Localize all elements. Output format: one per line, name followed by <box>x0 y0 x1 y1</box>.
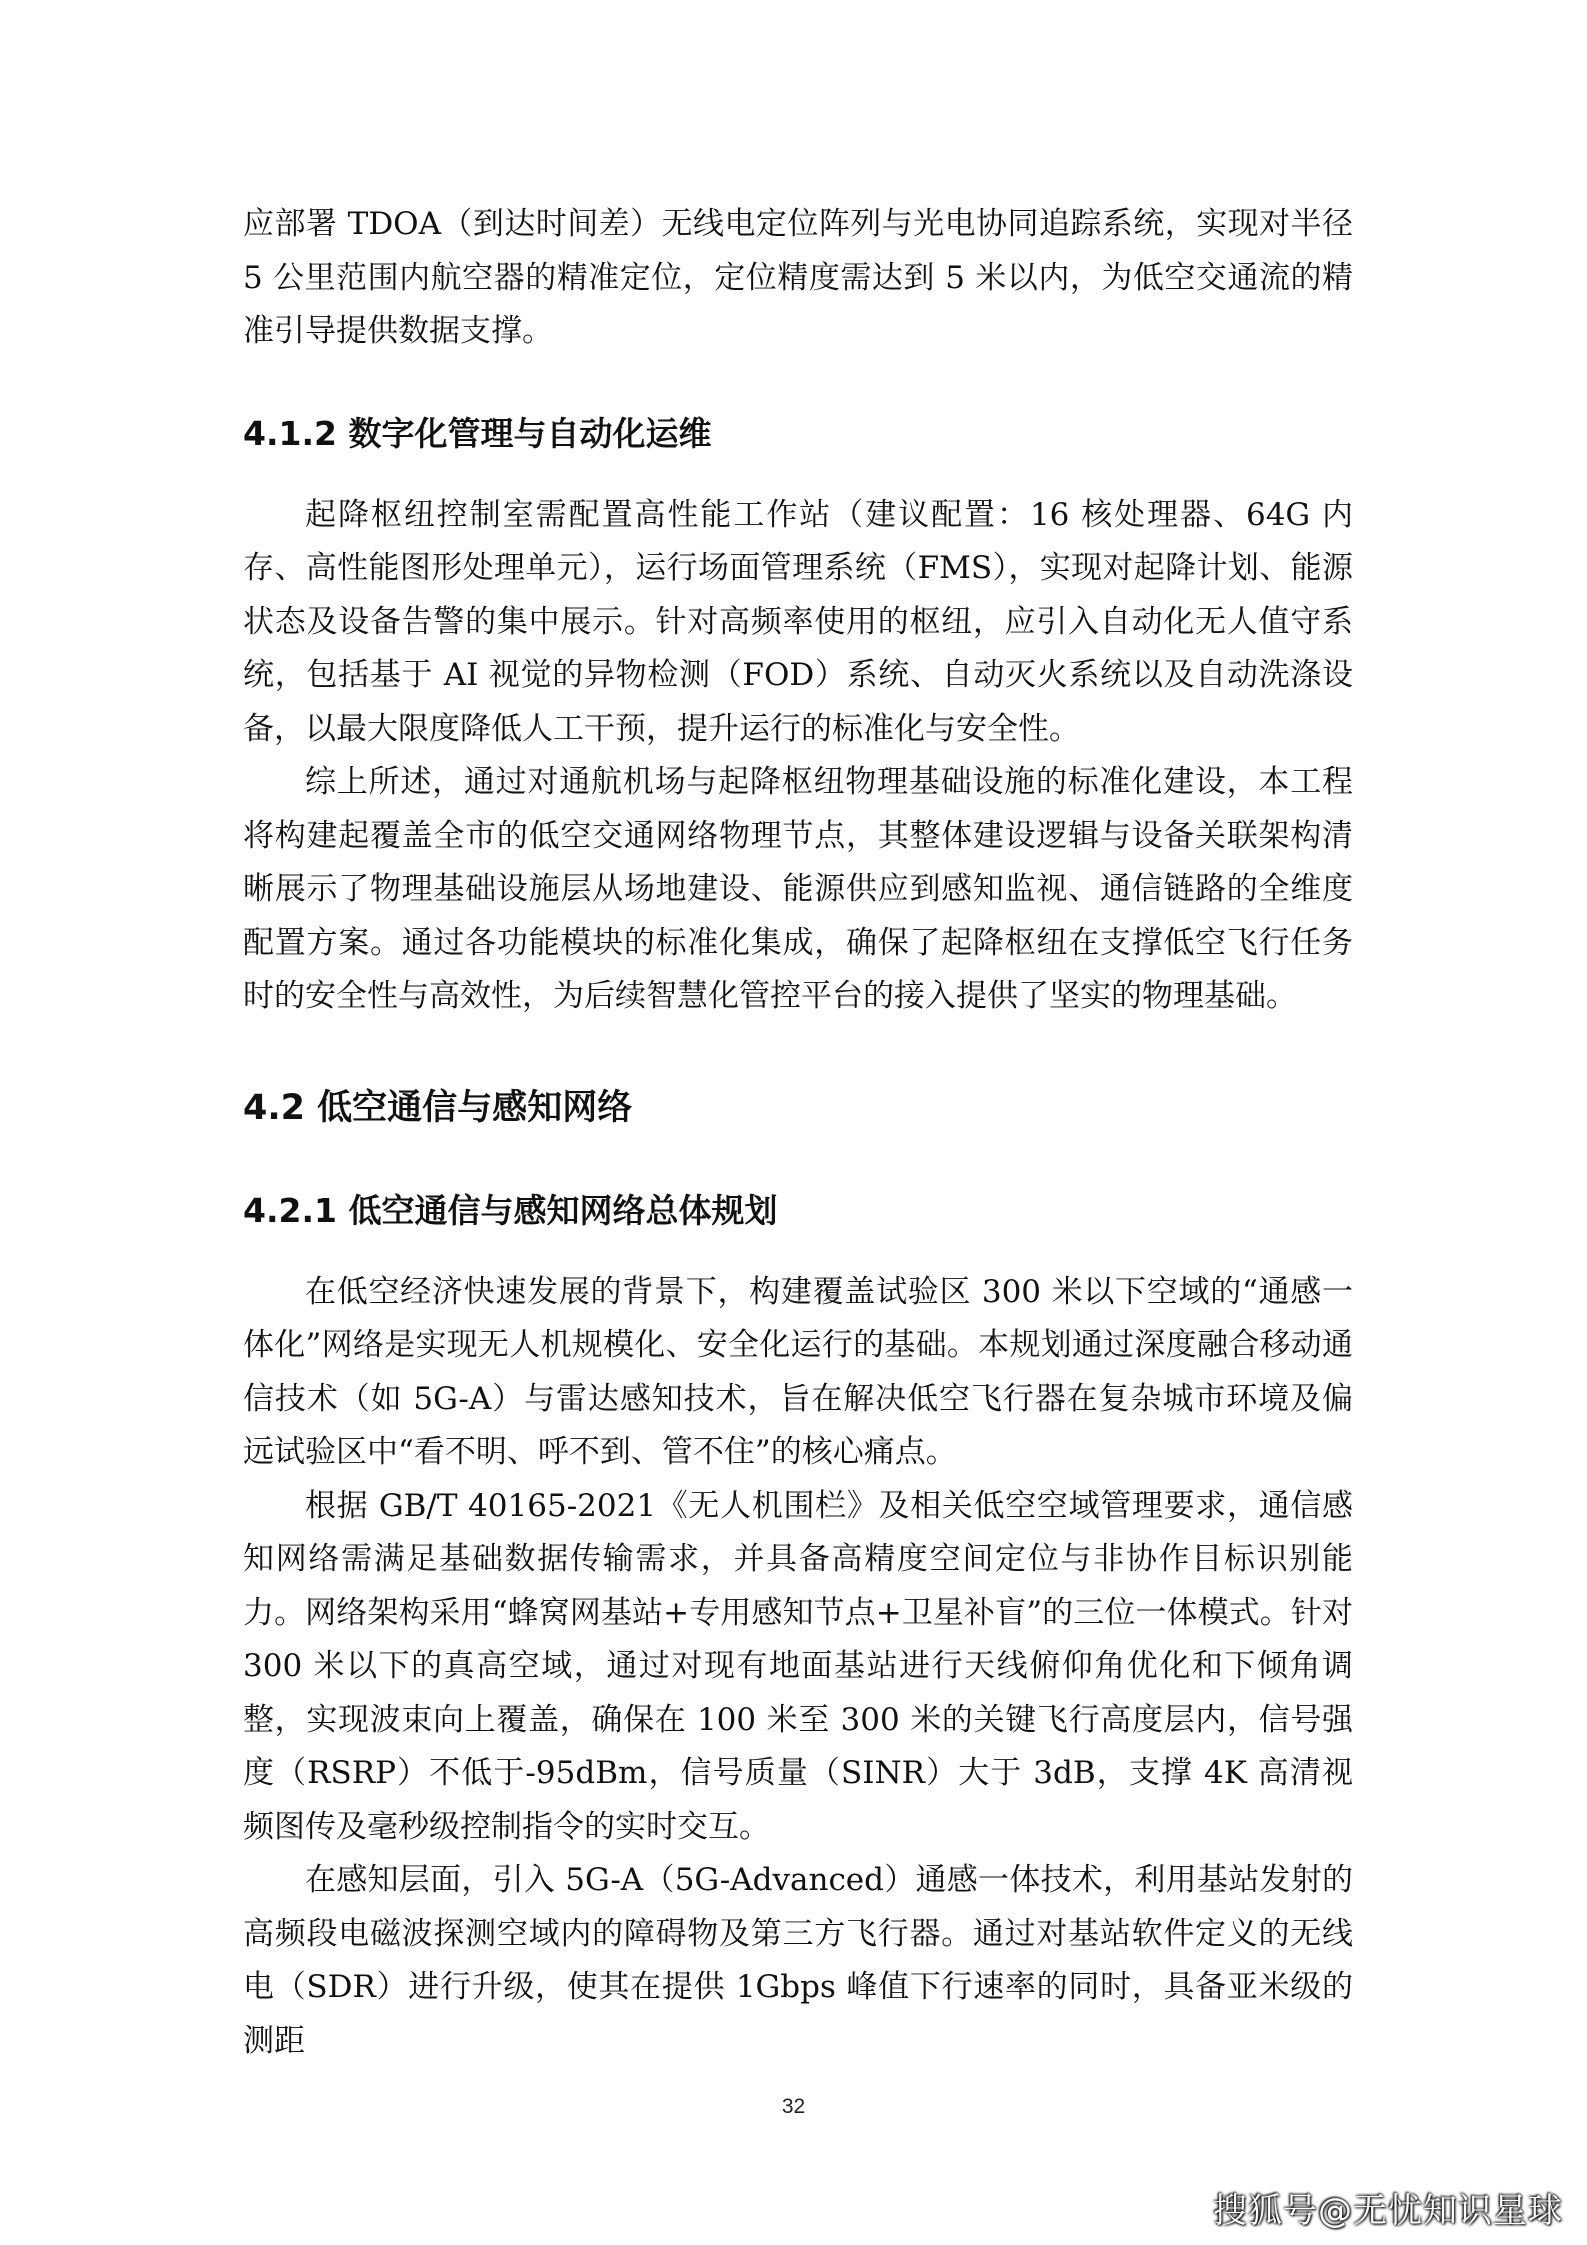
document-page <box>243 198 1353 2068</box>
heading-4-2: 4.2 低空通信与感知网络 <box>243 1087 633 1128</box>
paragraph-tdoa: 应部署 TDOA（到达时间差）无线电定位阵列与光电协同追踪系统，实现对半径 5 公里范围内航空器的精准定位，定位精度需达到 5 米以内，为低空交通流的精准引导提供数据支撑。 <box>243 206 1353 349</box>
paragraph-gbt-requirements: 根据 GB/T 40165-2021《无人机围栏》及相关低空空域管理要求，通信感知网络需满足基础数据传输需求，并具备高精度空间定位与非协作目标识别能力。网络架构采用“蜂窝网基站+专用感知节点+卫星补盲”的三位一体模式。针对 300 米以下的真高空域，通过对现有地面基站进行天线俯仰角优化和下倾角调整，实现波束向上覆盖，确保在 100 米至 300 米的关键飞行高度层内，信号强度（RSRP）不低于-95dBm，信号质量（SINR）大于 3dB，支撑 4K 高清视频图传及毫秒级控制指令的实时交互。 <box>243 1487 1353 1845</box>
paragraph-summary: 综上所述，通过对通航机场与起降枢纽物理基础设施的标准化建设，本工程将构建起覆盖全市的低空交通网络物理节点，其整体建设逻辑与设备关联架构清晰展示了物理基础设施层从场地建设、能源供应到感知监视、通信链路的全维度配置方案。通过各功能模块的标准化集成，确保了起降枢纽在支撑低空飞行任务时的安全性与高效性，为后续智慧化管控平台的接入提供了坚实的物理基础。 <box>243 764 1353 1014</box>
paragraph-control-room: 起降枢纽控制室需配置高性能工作站（建议配置：16 核处理器、64G 内存、高性能图形处理单元），运行场面管理系统（FMS），实现对起降计划、能源状态及设备告警的集中展示。针对高频率使用的枢纽，应引入自动化无人值守系统，包括基于 AI 视觉的异物检测（FOD）系统、自动灭火系统以及自动洗涤设备，以最大限度降低人工干预，提升运行的标准化与安全性。 <box>243 496 1353 747</box>
heading-4-1-2: 4.1.2 数字化管理与自动化运维 <box>243 413 712 453</box>
paragraph-sensing-layer: 在感知层面，引入 5G-A（5G-Advanced）通感一体技术，利用基站发射的高频段电磁波探测空域内的障碍物及第三方飞行器。通过对基站软件定义的无线电（SDR）进行升级，使其在提供 1Gbps 峰值下行速率的同时，具备亚米级的测距 <box>243 1862 1353 2059</box>
paragraph-low-altitude-background: 在低空经济快速发展的背景下，构建覆盖试验区 300 米以下空域的“通感一体化”网络是实现无人机规模化、安全化运行的基础。本规划通过深度融合移动通信技术（如 5G-A）与雷达感知技术，旨在解决低空飞行器在复杂城市环境及偏远试验区中“看不明、呼不到、管不住”的核心痛点。 <box>243 1273 1353 1470</box>
heading-4-2-1: 4.2.1 低空通信与感知网络总体规划 <box>243 1190 778 1230</box>
watermark: 搜狐号@无忧知识星球 <box>1213 2191 1563 2231</box>
page-number: 32 <box>781 2095 806 2118</box>
